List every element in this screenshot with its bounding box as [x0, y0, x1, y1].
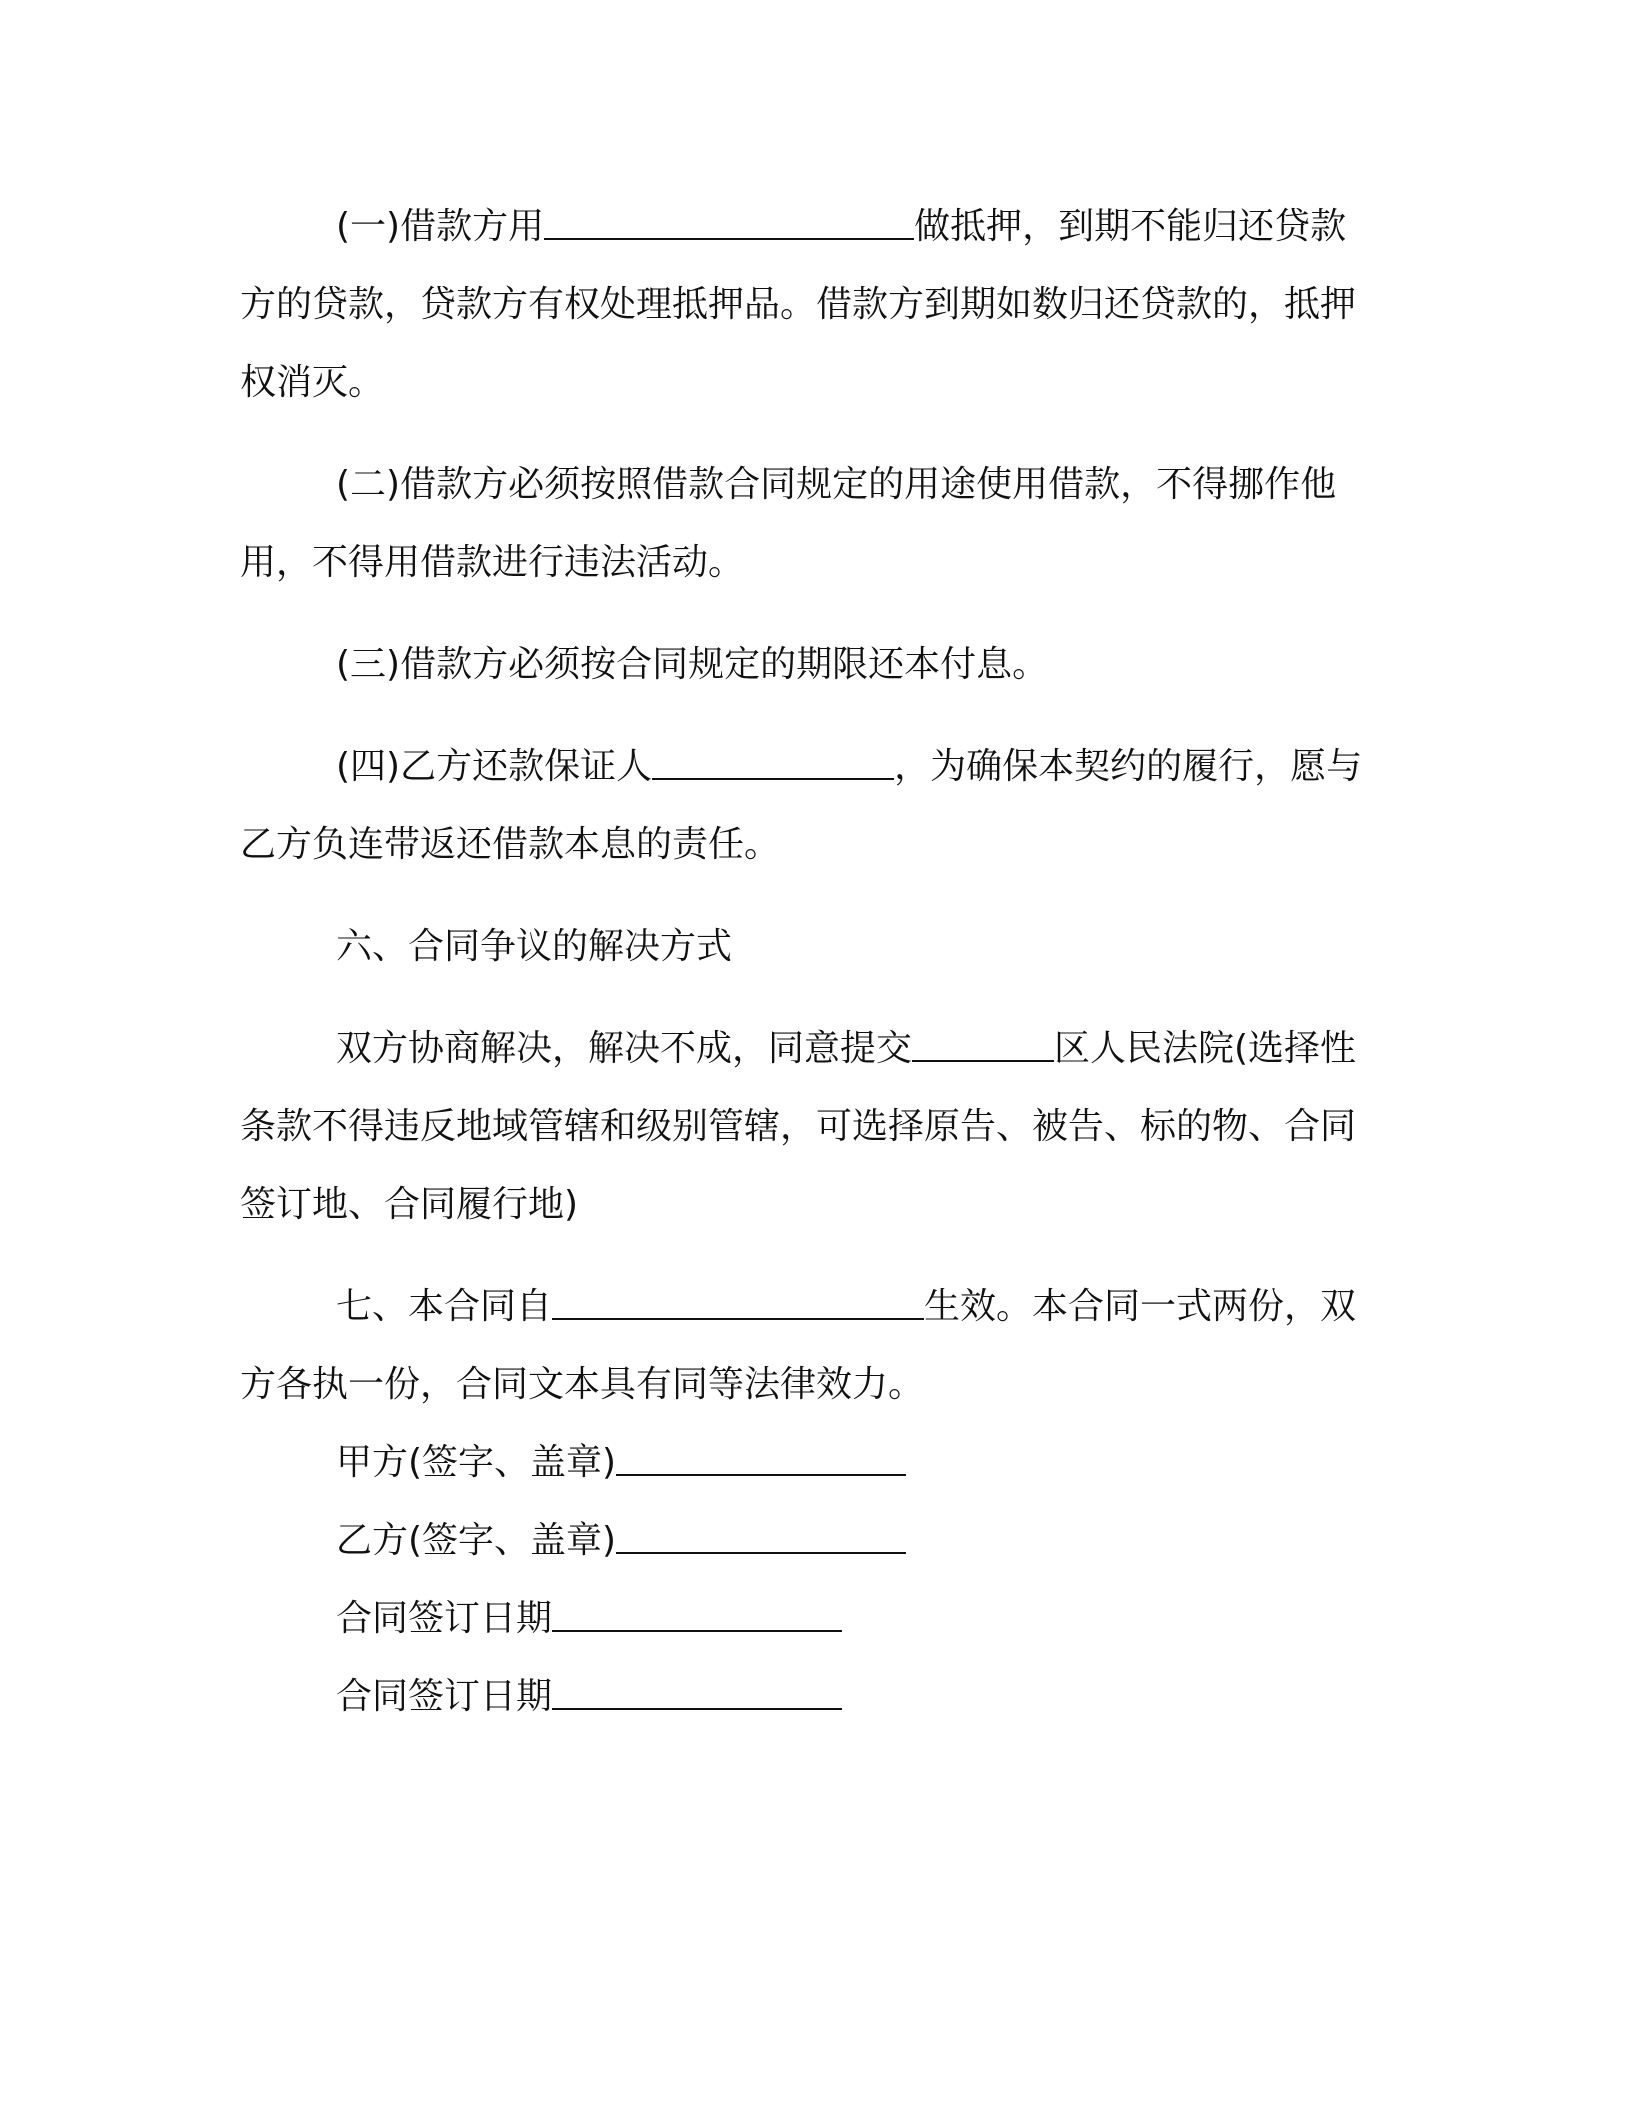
clause-3 [240, 626, 1380, 704]
section-6-heading [240, 908, 1380, 986]
clause-1 [240, 188, 1380, 422]
clause-1-text-a: (一)借款方用 [336, 206, 545, 247]
clause-1-text-b: 做抵押，到期不能归还贷款方的贷款，贷款方有权处理抵押品。借款方到期如数归还贷款的，抵押权消灭。 [240, 206, 1357, 403]
party-a-signature-line [240, 1424, 1380, 1502]
party-b-label: 乙方(签字、盖章) [336, 1520, 617, 1561]
court-blank [912, 1030, 1054, 1062]
party-b-signature-line [240, 1502, 1380, 1580]
section-6-text-b: 区人民法院(选择性条款不得违反地域管辖和级别管辖，可选择原告、被告、标的物、合同签订地、合同履行地) [240, 1028, 1357, 1225]
sign-date-blank-1[interactable] [552, 1600, 842, 1632]
party-b-signature-blank[interactable] [616, 1522, 906, 1554]
sign-date-label-1: 合同签订日期 [336, 1598, 553, 1639]
section-7-text-b: 生效。本合同一式两份，双方各执一份，合同文本具有同等法律效力。 [240, 1286, 1357, 1405]
clause-2 [240, 446, 1380, 602]
clause-4-text-b: ，为确保本契约的履行，愿与乙方负连带返还借款本息的责任。 [240, 746, 1363, 865]
sign-date-line-1 [240, 1580, 1380, 1658]
contract-page [240, 188, 1380, 1736]
party-a-label: 甲方(签字、盖章) [336, 1442, 617, 1483]
party-a-signature-blank[interactable] [616, 1444, 906, 1476]
sign-date-label-2: 合同签订日期 [336, 1676, 553, 1717]
section-7 [240, 1268, 1380, 1424]
clause-4-text-a: (四)乙方还款保证人 [336, 746, 653, 787]
sign-date-line-2 [240, 1658, 1380, 1736]
section-6-text-a: 双方协商解决，解决不成，同意提交 [336, 1028, 913, 1069]
clause-2-text: (二)借款方必须按照借款合同规定的用途使用借款，不得挪作他用，不得用借款进行违法活动。 [240, 464, 1337, 583]
guarantor-blank [652, 748, 894, 780]
collateral-blank [544, 208, 914, 240]
section-7-text-a: 七、本合同自 [336, 1286, 553, 1327]
effective-date-blank [552, 1288, 924, 1320]
section-6-heading-text: 六、合同争议的解决方式 [336, 926, 733, 967]
sign-date-blank-2[interactable] [552, 1678, 842, 1710]
clause-4 [240, 728, 1380, 884]
section-6-body [240, 1010, 1380, 1244]
clause-3-text: (三)借款方必须按合同规定的期限还本付息。 [336, 644, 1049, 685]
